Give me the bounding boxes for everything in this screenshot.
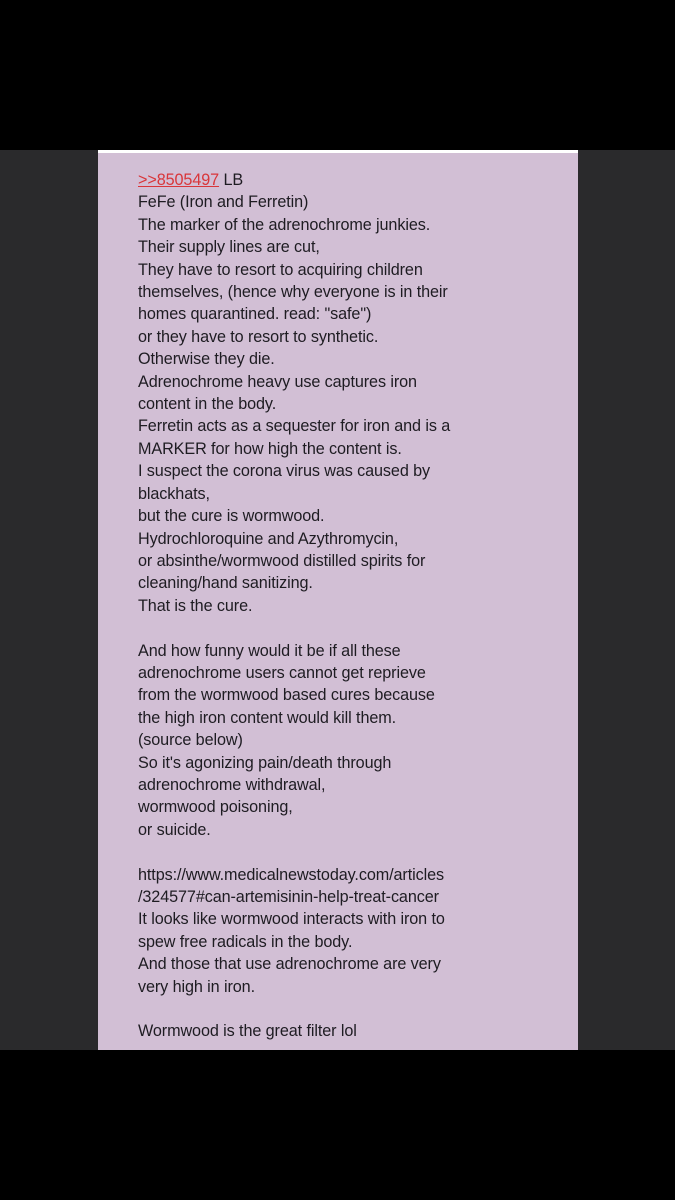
post-line: They have to resort to acquiring children	[138, 260, 423, 279]
post-line: from the wormwood based cures because	[138, 686, 435, 705]
post-line: or suicide.	[138, 820, 211, 839]
post-line: the high iron content would kill them.	[138, 708, 397, 727]
post-line: blackhats,	[138, 484, 210, 503]
post-line: /324577#can-artemisinin-help-treat-cancer	[138, 887, 439, 906]
paragraph-gap	[138, 617, 578, 639]
photo-of-screen	[0, 150, 675, 1050]
post-line: And those that use adrenochrome are very	[138, 955, 441, 974]
post-line: adrenochrome users cannot get reprieve	[138, 663, 426, 682]
post-line: wormwood poisoning,	[138, 798, 293, 817]
post-line: themselves, (hence why everyone is in their	[138, 283, 448, 302]
post-line: I suspect the corona virus was caused by	[138, 462, 431, 481]
post-line: Hydrochloroquine and Azythromycin,	[138, 529, 399, 548]
post-line: FeFe (Iron and Ferretin)	[138, 193, 309, 212]
post-line: https://www.medicalnewstoday.com/articles	[138, 865, 444, 884]
post-line: And how funny would it be if all these	[138, 641, 401, 660]
post-line: or they have to resort to synthetic.	[138, 327, 379, 346]
post-line: It looks like wormwood interacts with iron to	[138, 910, 445, 929]
post-line: cleaning/hand sanitizing.	[138, 574, 313, 593]
post-body	[138, 169, 578, 1043]
post-line: MARKER for how high the content is.	[138, 439, 402, 458]
post-line: or absinthe/wormwood distilled spirits for	[138, 551, 426, 570]
post-line: very high in iron.	[138, 977, 255, 996]
post-line: Adrenochrome heavy use captures iron	[138, 372, 417, 391]
post-line: Ferretin acts as a sequester for iron and is a	[138, 417, 451, 436]
post-line: homes quarantined. read: "safe")	[138, 305, 372, 324]
post-line: adrenochrome withdrawal,	[138, 775, 326, 794]
post-line: spew free radicals in the body.	[138, 932, 353, 951]
post-line: Wormwood is the great filter lol	[138, 1022, 357, 1041]
post-line: So it's agonizing pain/death through	[138, 753, 392, 772]
post-line: content in the body.	[138, 395, 277, 414]
paragraph-gap	[138, 841, 578, 863]
post-line: The marker of the adrenochrome junkies.	[138, 215, 431, 234]
post-line: Their supply lines are cut,	[138, 238, 320, 257]
post-header	[138, 169, 578, 191]
post-line: (source below)	[138, 731, 243, 750]
post-paragraphs	[138, 191, 578, 1042]
post-line: That is the cure.	[138, 596, 253, 615]
post-line: Otherwise they die.	[138, 350, 275, 369]
post-line: but the cure is wormwood.	[138, 507, 325, 526]
post-card	[98, 150, 578, 1050]
reply-link[interactable]: >>8505497	[138, 171, 220, 189]
paragraph-gap	[138, 998, 578, 1020]
reply-tag: LB	[223, 171, 244, 189]
